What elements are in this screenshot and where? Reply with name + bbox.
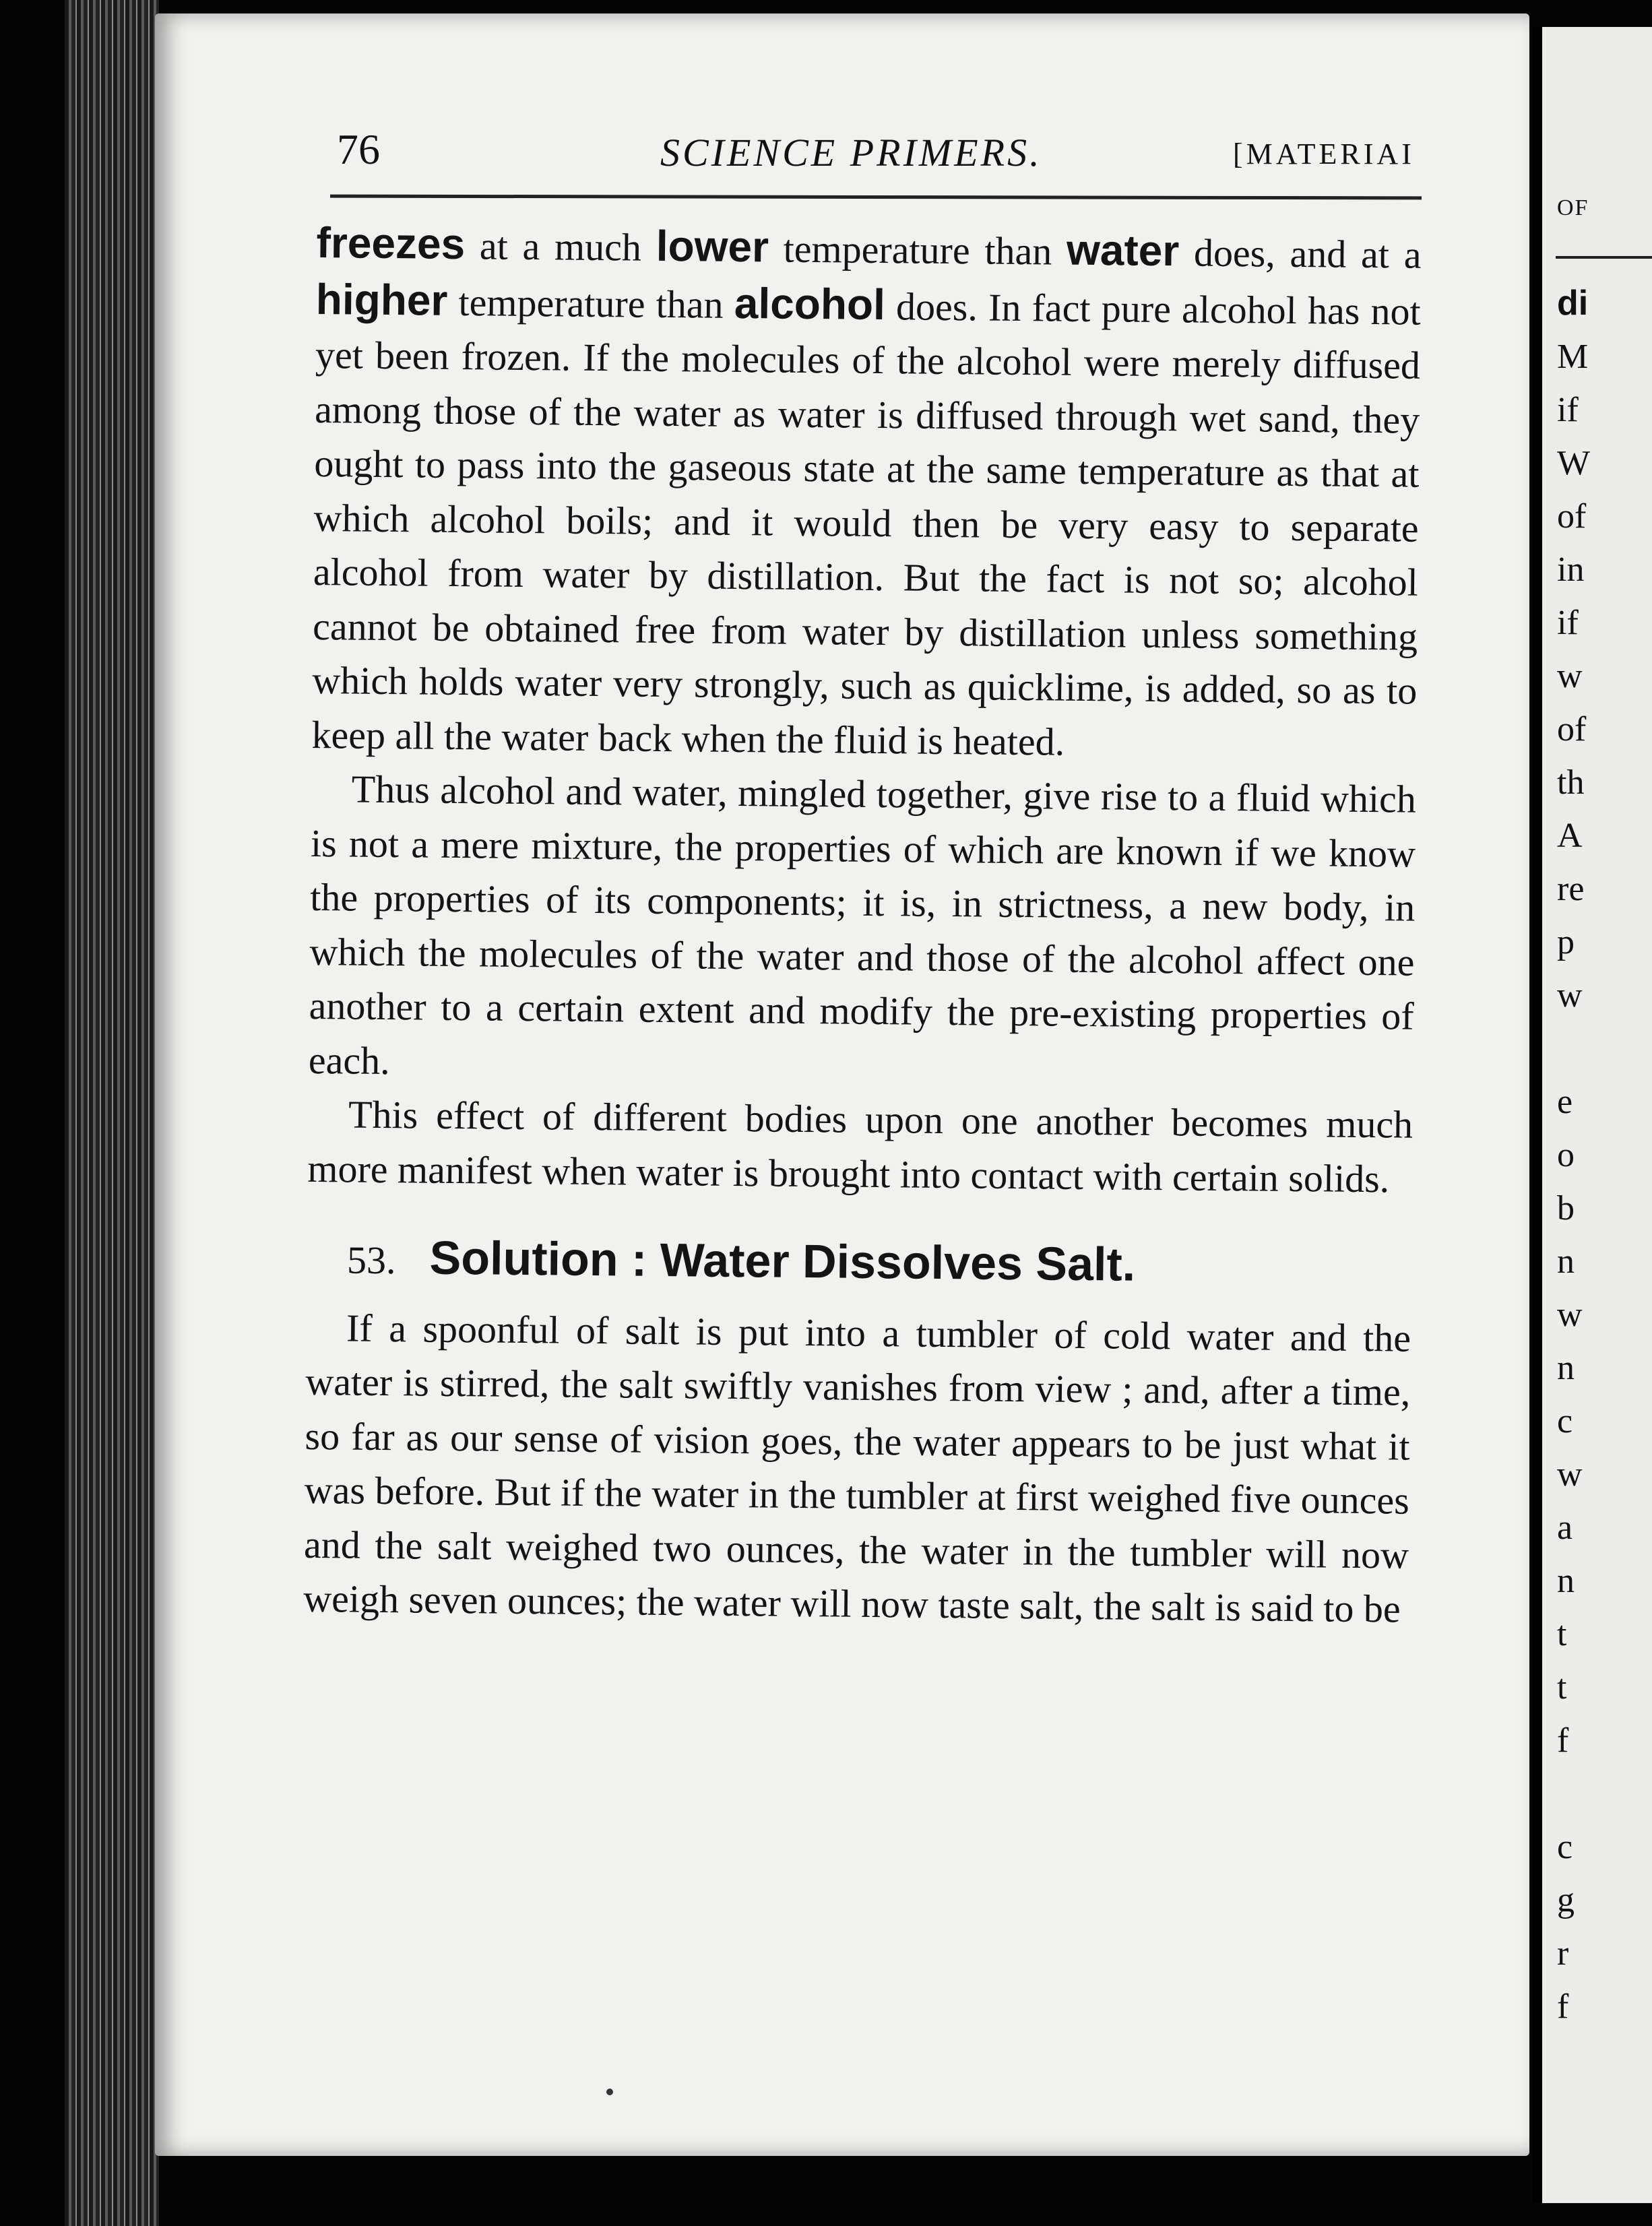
facing-page-line-fragment: of <box>1557 710 1587 749</box>
text-run: This effect of different bodies upon one another becomes much more manifest when water is brought into contact with certain solids. <box>307 1092 1413 1201</box>
paragraph-3 <box>307 1087 1413 1207</box>
text-run: temperature than <box>768 226 1067 274</box>
facing-page-line-fragment: w <box>1557 1296 1583 1334</box>
section-number: 53. <box>346 1238 396 1283</box>
facing-page-line-fragment: in <box>1557 550 1585 589</box>
facing-page <box>1533 27 1652 2203</box>
facing-page-line-fragment: r <box>1557 1934 1569 1973</box>
facing-page-line-fragment: c <box>1557 1402 1573 1440</box>
paragraph-2 <box>309 762 1417 1098</box>
print-speck <box>606 2089 613 2095</box>
section-heading <box>307 1230 1412 1298</box>
facing-page-line-fragment: a <box>1557 1508 1573 1547</box>
text-run: Thus alcohol and water, mingled together, give rise to a fluid which is not a mere mixture, the properties of which are known if we know the properties of its components; it is, in strictness, a new body, in which the molecules of the water and those of the alcohol affect one another to a certain extent and modify the pre-existing properties of each. <box>308 767 1417 1083</box>
section-paragraph: If a spoonful of salt is put into a tumbler of cold water and the water is stirred, the salt swiftly vanishes from view ; and, after a time, so far as our sense of vision goes, the water appears to be just what it was before. But if the water in the tumbler at first weighed five ounces and the salt weighed two ounces, the water in the tumbler will now weigh seven ounces; the water will now taste salt, the salt is said to be <box>303 1306 1411 1631</box>
book-page-edges <box>65 0 159 2226</box>
facing-page-line-fragment: p <box>1557 923 1575 961</box>
text-run: temperature than <box>447 280 735 327</box>
facing-page-line-fragment: A <box>1557 817 1583 855</box>
facing-page-line-fragment: re <box>1557 870 1585 908</box>
section-title: Solution : Water Dissolves Salt. <box>429 1231 1136 1291</box>
facing-page-header: OF <box>1557 195 1589 220</box>
facing-page-line-fragment: w <box>1557 657 1583 695</box>
facing-page-line-fragment: n <box>1557 1562 1575 1600</box>
facing-page-line-fragment: W <box>1557 444 1591 482</box>
facing-page-line-fragment: of <box>1557 497 1587 536</box>
bold-term: freezes <box>316 218 466 269</box>
running-title: SCIENCE PRIMERS. <box>660 131 1042 174</box>
facing-page-line-fragment: f <box>1557 1721 1569 1760</box>
facing-page-line-fragment: f <box>1557 1988 1569 2026</box>
facing-page-line-fragment: b <box>1557 1189 1575 1228</box>
facing-page-line-fragment: o <box>1557 1136 1575 1174</box>
facing-page-bold-fragment: di <box>1557 284 1589 323</box>
paragraph-1 <box>311 216 1422 773</box>
facing-page-line-fragment: n <box>1557 1242 1575 1281</box>
text-run: does. In fact pure alcohol has not yet been frozen. If the molecules of the alcohol were merely diffused among those of the water as water is diffused through wet sand, they ought to pass into the gaseous state at the same temperature as that at which alcohol boils; and it would then be very easy to separate alcohol from water by distillation. But the fact is not so; alcohol cannot be obtained free from water by distillation unless something which holds water very strongly, such as quicklime, is added, so as to keep all the water back when the fluid is heated. <box>311 284 1422 764</box>
facing-page-line-fragment: w <box>1557 976 1583 1015</box>
running-section: [MATERIAI <box>1233 137 1415 170</box>
facing-page-line-fragment: M <box>1557 338 1589 376</box>
facing-page-line-fragment: c <box>1557 1828 1573 1866</box>
page-number: 76 <box>337 125 380 173</box>
facing-page-line-fragment: t <box>1557 1615 1567 1653</box>
bold-term: water <box>1066 225 1180 276</box>
facing-page-line-fragment: e <box>1557 1083 1573 1121</box>
text-run: at a much <box>464 224 657 269</box>
text-run: does, and at a <box>1178 230 1422 277</box>
bold-term: higher <box>315 274 448 325</box>
bold-term: lower <box>656 221 769 272</box>
facing-page-line-fragment: if <box>1557 604 1579 642</box>
facing-page-line-fragment: th <box>1557 763 1585 802</box>
bold-term: alcohol <box>734 278 886 329</box>
facing-page-line-fragment: g <box>1557 1881 1575 1919</box>
facing-page-line-fragment: t <box>1557 1668 1567 1707</box>
body-text <box>303 216 1422 1636</box>
running-header <box>330 125 1422 185</box>
facing-page-rule <box>1556 256 1652 259</box>
facing-page-line-fragment: if <box>1557 391 1579 429</box>
facing-page-line-fragment: w <box>1557 1455 1583 1494</box>
facing-page-line-fragment: n <box>1557 1349 1575 1387</box>
